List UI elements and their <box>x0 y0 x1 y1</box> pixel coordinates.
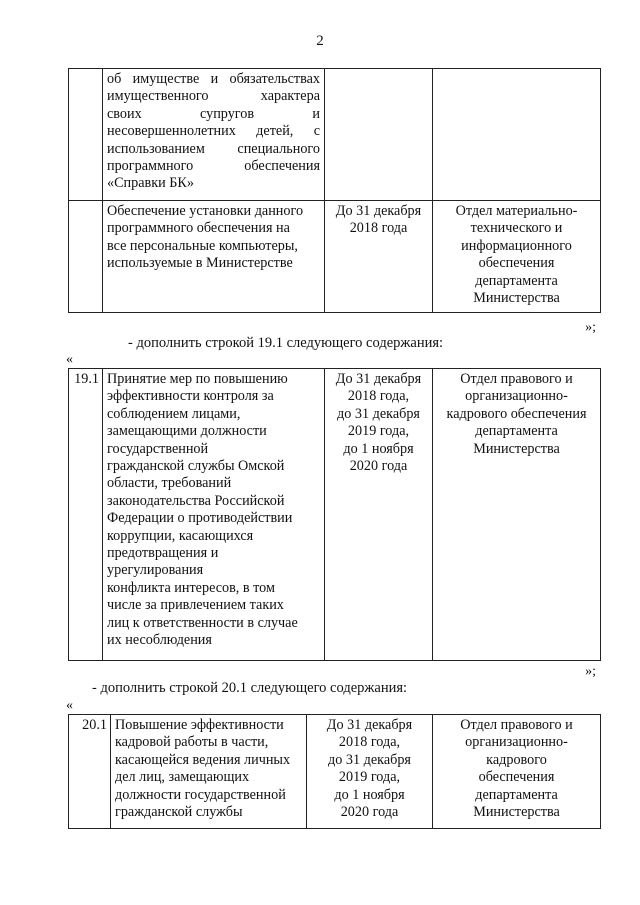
date-line: до 1 ноября <box>343 440 414 457</box>
date-line: До 31 декабря <box>335 371 422 387</box>
closing-quote: »; <box>585 664 596 679</box>
text-line: касающейся ведения личных <box>115 751 291 768</box>
deadline-cell <box>325 369 433 661</box>
date-line: До 31 декабря <box>335 203 422 219</box>
resp-line: Отдел правового и <box>460 371 573 387</box>
text-line: их несоблюдения <box>107 632 212 649</box>
text-line: несовершеннолетних детей, с <box>107 123 320 140</box>
date-line: 2018 года, <box>338 734 401 751</box>
text-line: Повышение эффективности <box>115 717 284 733</box>
row-20-1-table <box>68 714 601 829</box>
text-line: должности государственной <box>115 786 286 803</box>
resp-line: Министерства <box>473 440 560 457</box>
text-line: кадровой работы в части, <box>115 734 269 751</box>
date-line: До 31 декабря <box>326 717 413 733</box>
text-line: области, требований <box>107 475 232 492</box>
table-row <box>69 201 601 313</box>
resp-line: Министерства <box>473 290 560 307</box>
text-line: использованием специального <box>107 140 320 157</box>
resp-line: информационного <box>461 237 572 254</box>
resp-line: Министерства <box>473 804 560 821</box>
resp-line: обеспечения <box>478 255 555 272</box>
opening-quote: « <box>66 352 73 367</box>
closing-quote: »; <box>585 320 596 335</box>
text-line: гражданской службы Омской <box>107 458 285 475</box>
measure-text-cell <box>103 69 325 201</box>
measure-text-cell <box>111 715 307 829</box>
resp-line: кадрового <box>486 751 547 768</box>
text-line: своих супругов и <box>107 105 320 122</box>
resp-line: технического и <box>470 220 563 237</box>
page-number: 2 <box>316 33 324 49</box>
measure-text-cell <box>103 201 325 313</box>
text-line: дел лиц, замещающих <box>115 769 250 786</box>
resp-line: департамента <box>475 423 558 440</box>
resp-line: Отдел материально- <box>455 203 578 219</box>
text-line: государственной <box>107 440 209 457</box>
date-line: 2018 года <box>349 220 408 237</box>
table-row <box>69 715 601 829</box>
resp-line: департамента <box>475 786 558 803</box>
date-line: 2020 года <box>349 458 408 475</box>
text-line: числе за привлечением таких <box>107 597 284 614</box>
responsible-cell <box>433 201 601 313</box>
text-line: законодательства Российской <box>107 492 285 509</box>
text-line: программного обеспечения на <box>107 220 290 237</box>
text-line: эффективности контроля за <box>107 388 274 405</box>
date-line: 2020 года <box>340 804 399 821</box>
resp-line: департамента <box>475 272 558 289</box>
text-line: имущественного характера <box>107 88 320 105</box>
deadline-cell <box>307 715 433 829</box>
text-line: Обеспечение установки данного <box>107 203 304 219</box>
instruction-text: - дополнить строкой 20.1 следующего содержания: <box>92 680 408 696</box>
text-line: замещающими должности <box>107 423 267 440</box>
instruction-text: - дополнить строкой 19.1 следующего содержания: <box>128 335 444 351</box>
text-line: Принятие мер по повышению <box>107 371 288 387</box>
date-line: до 31 декабря <box>337 405 420 422</box>
table-row <box>69 369 601 661</box>
row-number-cell: 19.1 <box>69 369 103 661</box>
text-line: все персональные компьютеры, <box>107 237 298 254</box>
date-line: до 31 декабря <box>328 751 411 768</box>
responsible-cell <box>433 715 601 829</box>
text-line: конфликта интересов, в том <box>107 579 275 596</box>
measure-text-cell <box>103 369 325 661</box>
row-number-cell <box>69 201 103 313</box>
text-line: программного обеспечения <box>107 158 320 175</box>
date-line: до 1 ноября <box>334 786 405 803</box>
deadline-cell <box>325 201 433 313</box>
text-line: коррупции, касающихся <box>107 527 254 544</box>
text-line: Федерации о противодействии <box>107 510 293 527</box>
responsible-cell <box>433 69 601 201</box>
resp-line: организационно- <box>465 734 568 751</box>
table-row <box>69 69 601 201</box>
text-line: соблюдением лицами, <box>107 405 241 422</box>
text-line: лиц к ответственности в случае <box>107 614 298 631</box>
opening-quote: « <box>66 698 73 713</box>
text-line: урегулирования <box>107 562 204 579</box>
row-number-cell: 20.1 <box>69 715 111 829</box>
deadline-cell <box>325 69 433 201</box>
text-line: гражданской службы <box>115 804 243 821</box>
responsible-cell <box>433 369 601 661</box>
resp-line: Отдел правового и <box>460 717 573 733</box>
text-line: предотвращения и <box>107 545 219 562</box>
resp-line: организационно- <box>465 388 568 405</box>
row-19-1-table <box>68 368 601 661</box>
date-line: 2018 года, <box>347 388 410 405</box>
text-line: используемые в Министерстве <box>107 255 293 272</box>
text-line: об имуществе и обязательствах <box>107 71 320 87</box>
measures-table-continuation <box>68 68 601 313</box>
date-line: 2019 года, <box>338 769 401 786</box>
resp-line: обеспечения <box>478 769 555 786</box>
resp-line: кадрового обеспечения <box>446 405 587 422</box>
row-number-cell <box>69 69 103 201</box>
date-line: 2019 года, <box>347 423 410 440</box>
text-line: «Справки БК» <box>107 175 194 192</box>
